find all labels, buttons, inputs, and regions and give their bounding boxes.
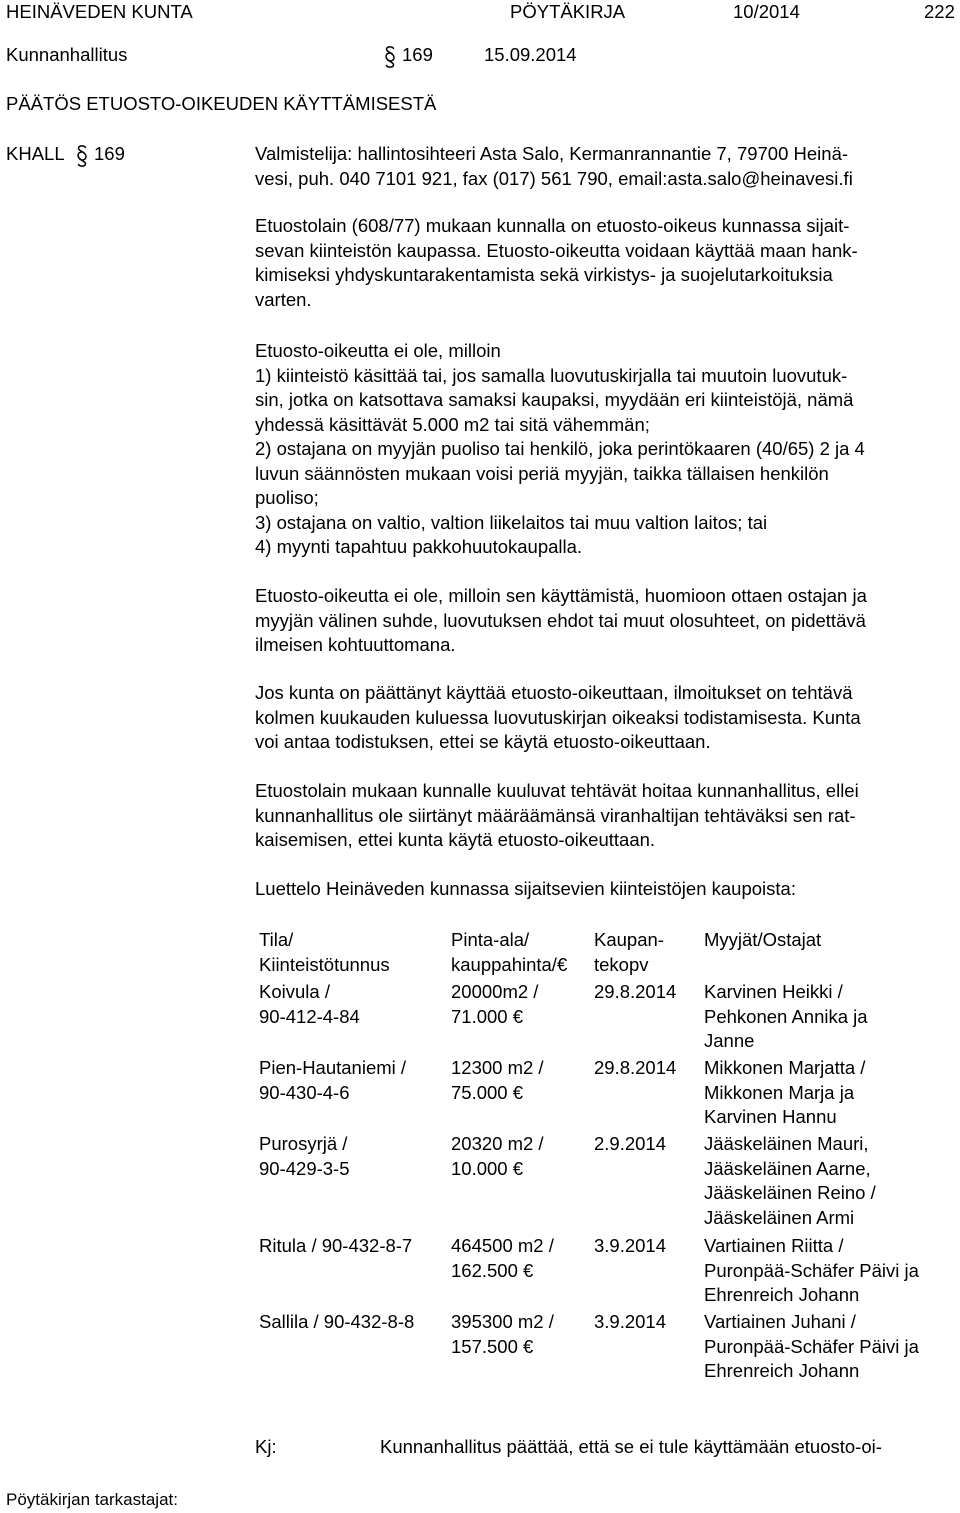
text-line: Etuostolain mukaan kunnalle kuuluvat tehtävät hoitaa kunnanhallitus, ellei [255, 780, 859, 801]
cell-area-price [451, 1056, 544, 1105]
paragraph-list-intro [255, 877, 955, 902]
text-line: 2) ostajana on myyjän puoliso tai henkilö, joka perintökaaren (40/65) 2 ja 4 [255, 438, 865, 459]
cell-text: 3.9.2014 [594, 1311, 667, 1332]
cell-property [259, 1132, 350, 1181]
cell-text: Purosyrjä / [259, 1133, 348, 1154]
cell-text: 90-429-3-5 [259, 1157, 350, 1179]
text-line: vesi, puh. 040 7101 921, fax (017) 561 790, email:asta.salo@heinavesi.fi [255, 167, 853, 189]
text-line: ilmeisen kohtuuttomana. [255, 634, 456, 655]
cell-text: Ehrenreich Johann [704, 1360, 860, 1381]
cell-text: Janne [704, 1030, 755, 1051]
paragraph-notice [255, 681, 955, 755]
org-name: HEINÄVEDEN KUNTA [6, 1, 193, 22]
text-line: Etuosto-oikeutta ei ole, milloin sen käyttämistä, huomioon ottaen ostajan ja [255, 585, 867, 606]
text-line: sevan kiinteistön kaupassa. Etuosto-oikeutta voidaan käyttää maan hank- [255, 239, 858, 261]
cell-date [594, 1234, 666, 1259]
cell-text: 20000m2 / [451, 981, 539, 1002]
text-line: kolmen kuukauden kuluessa luovutuskirjan oikeaksi todistamisesta. Kunta [255, 706, 861, 728]
text-line: 3) ostajana on valtio, valtion liikelaitos tai muu valtion laitos; tai [255, 511, 768, 533]
cell-date [594, 1056, 676, 1081]
header-text: tekopv [594, 953, 649, 975]
cell-text: 162.500 € [451, 1259, 534, 1281]
footer-reviewers: Pöytäkirjan tarkastajat: [6, 1490, 178, 1509]
text-line: Jos kunta on päättänyt käyttää etuosto-oikeuttaan, ilmoitukset on tehtävä [255, 682, 853, 703]
text-line: voi antaa todistuksen, ettei se käytä etuosto-oikeuttaan. [255, 731, 711, 752]
cell-parties [704, 1132, 876, 1230]
cell-text: Jääskeläinen Aarne, [704, 1157, 871, 1179]
text-line: Luettelo Heinäveden kunnassa sijaitsevien kiinteistöjen kaupoista: [255, 878, 796, 899]
cell-text: Puronpää-Schäfer Päivi ja [704, 1259, 919, 1281]
header-text: Myyjät/Ostajat [704, 929, 822, 950]
cell-text: Karvinen Hannu [704, 1106, 837, 1127]
header-text: Tila/ [259, 929, 294, 950]
text-line: kunnanhallitus ole siirtänyt määräämänsä viranhaltijan tehtäväksi sen rat- [255, 804, 856, 826]
text-line: Valmistelija: hallintosihteeri Asta Salo, Kermanrannantie 7, 79700 Heinä- [255, 143, 849, 164]
text-line: kaisemisen, ettei kunta käytä etuosto-oikeuttaan. [255, 829, 656, 850]
section-label: KHALL [6, 143, 65, 164]
cell-area-price [451, 1310, 554, 1359]
text-line: 4) myynti tapahtuu pakkohuutokaupalla. [255, 536, 583, 557]
section-ref-number: 169 [94, 143, 125, 164]
cell-parties [704, 980, 868, 1054]
paragraph-unreasonable [255, 584, 955, 658]
cell-text: Pien-Hautaniemi / [259, 1057, 407, 1078]
paragraph-exceptions [255, 339, 955, 560]
text-line: sin, jotka on katsottava samaksi kaupaksi, myydään eri kiinteistöjä, nämä [255, 389, 854, 410]
cell-property [259, 1310, 414, 1335]
text-line: myyjän välinen suhde, luovutuksen ehdot tai muut olosuhteet, on pidettävä [255, 609, 866, 631]
page-number: 222 [924, 1, 955, 22]
cell-text: Jääskeläinen Mauri, [704, 1133, 869, 1154]
meeting-date: 15.09.2014 [484, 44, 577, 65]
cell-text: Mikkonen Marjatta / [704, 1057, 866, 1078]
cell-text: Karvinen Heikki / [704, 981, 843, 1002]
cell-date [594, 980, 676, 1005]
text-line: luvun säännösten mukaan voisi periä myyjän, taikka tällaisen henkilön [255, 462, 829, 484]
text-line: yhdessä käsittävät 5.000 m2 tai sitä vähemmän; [255, 413, 650, 435]
cell-property [259, 980, 360, 1029]
cell-text: Mikkonen Marja ja [704, 1081, 855, 1103]
cell-text: 2.9.2014 [594, 1133, 667, 1154]
text-line: kimiseksi yhdyskuntarakentamista sekä virkistys- ja suojelutarkoituksia [255, 264, 833, 285]
cell-text: 29.8.2014 [594, 1057, 677, 1078]
column-header-property [259, 928, 390, 977]
text-line: varten. [255, 288, 312, 310]
cell-text: 90-430-4-6 [259, 1081, 350, 1103]
cell-text: Sallila / 90-432-8-8 [259, 1311, 415, 1332]
cell-text: 12300 m2 / [451, 1057, 544, 1078]
cell-text: 157.500 € [451, 1335, 534, 1357]
cell-text: Vartiainen Juhani / [704, 1311, 856, 1332]
page-title: PÄÄTÖS ETUOSTO-OIKEUDEN KÄYTTÄMISESTÄ [6, 93, 437, 114]
meeting-body: Kunnanhallitus [6, 44, 128, 65]
text-line: puoliso; [255, 487, 319, 508]
paragraph-board-duties [255, 779, 955, 853]
section-number: 169 [402, 44, 433, 65]
paragraph-right-of-preemption [255, 214, 955, 312]
cell-area-price [451, 1234, 554, 1283]
proposal-text: Kunnanhallitus päättää, että se ei tule käyttämään etuosto-oi- [380, 1436, 882, 1457]
cell-date [594, 1310, 666, 1335]
column-header-date [594, 928, 664, 977]
cell-text: 71.000 € [451, 1005, 524, 1027]
header-text: Kiinteistötunnus [259, 953, 390, 975]
cell-area-price [451, 980, 538, 1029]
cell-text: 90-412-4-84 [259, 1005, 360, 1027]
preparer-info [255, 142, 955, 191]
cell-text: 75.000 € [451, 1081, 524, 1103]
cell-text: Jääskeläinen Reino / [704, 1182, 876, 1203]
cell-text: 464500 m2 / [451, 1235, 554, 1256]
cell-text: 29.8.2014 [594, 981, 677, 1002]
cell-property [259, 1056, 406, 1105]
cell-text: 10.000 € [451, 1157, 524, 1179]
header-text: Pinta-ala/ [451, 929, 530, 950]
section-sign-icon [384, 44, 396, 70]
text-line: Etuosto-oikeutta ei ole, milloin [255, 340, 501, 361]
column-header-area-price [451, 928, 567, 977]
cell-text: Ritula / 90-432-8-7 [259, 1235, 413, 1256]
cell-text: Ehrenreich Johann [704, 1284, 860, 1305]
cell-text: Pehkonen Annika ja [704, 1005, 868, 1027]
section-sign-icon [76, 143, 88, 169]
text-line: Etuostolain (608/77) mukaan kunnalla on etuosto-oikeus kunnassa sijait- [255, 215, 850, 236]
cell-text: 20320 m2 / [451, 1133, 544, 1154]
cell-text: 395300 m2 / [451, 1311, 554, 1332]
cell-parties [704, 1234, 919, 1308]
header-text: kauppahinta/€ [451, 953, 568, 975]
cell-text: Vartiainen Riitta / [704, 1235, 844, 1256]
cell-parties [704, 1310, 919, 1384]
cell-text: Jääskeläinen Armi [704, 1206, 855, 1228]
cell-text: Puronpää-Schäfer Päivi ja [704, 1335, 919, 1357]
cell-area-price [451, 1132, 544, 1181]
cell-parties [704, 1056, 865, 1130]
proposal-label: Kj: [255, 1436, 277, 1457]
header-text: Kaupan- [594, 929, 664, 950]
column-header-parties [704, 928, 821, 953]
cell-date [594, 1132, 666, 1157]
cell-text: Koivula / [259, 981, 330, 1002]
doc-type: PÖYTÄKIRJA [510, 1, 626, 22]
cell-text: 3.9.2014 [594, 1235, 667, 1256]
doc-number: 10/2014 [733, 1, 800, 22]
cell-property [259, 1234, 412, 1259]
text-line: 1) kiinteistö käsittää tai, jos samalla luovutuskirjalla tai muutoin luovutuk- [255, 364, 848, 386]
